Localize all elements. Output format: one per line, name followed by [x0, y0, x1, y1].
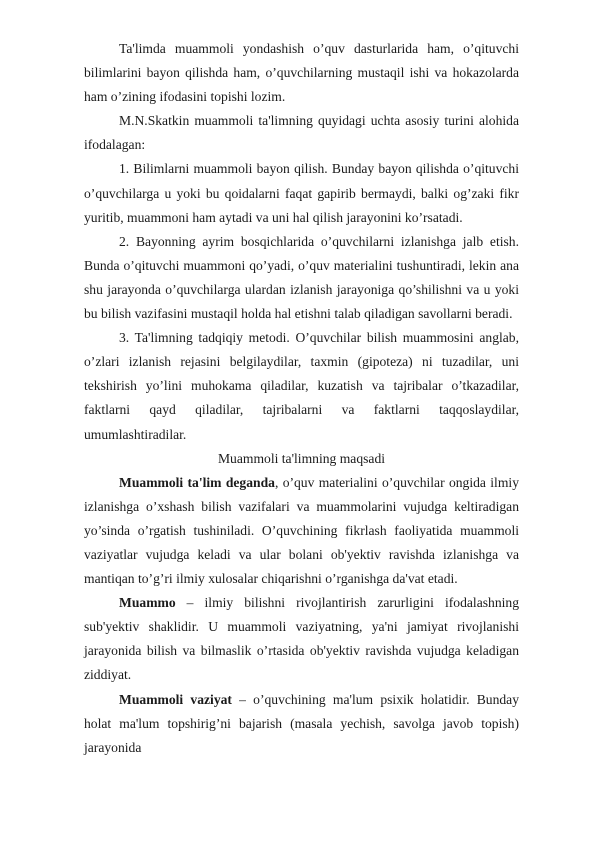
term-muammoli-vaziyat: Muammoli vaziyat	[119, 691, 232, 707]
definition-muammo	[84, 591, 519, 687]
document-page	[84, 37, 519, 760]
definition-text: , o’quv materialini o’quvchilar ongida ilmiy izlanishga o’xshash bilish vazifalari va muammolarini vujudga keltiradigan yo’sinda o’rgatish tushiniladi. O’quvchining fikrlash faoliyatida muammoli vaziyatlar vujudga keladi va ular bolani ob'yektiv ravishda izlanishga va mantiqan to’g’ri ilmiy xulosalar chiqarishni o’rganishga da'vat etadi.	[84, 474, 519, 587]
definition-text: – ilmiy bilishni rivojlantirish zarurligini ifodalashning sub'yektiv shaklidir. U muammoli vaziyatning, ya'ni jamiyat rivojlanishi jarayonida bilish va bilmaslik o’rtasida ob'yektiv ravishda vujudga keladigan ziddiyat.	[84, 595, 519, 683]
list-item-1: 1. Bilimlarni muammoli bayon qilish. Bunday bayon qilishda o’qituvchi o’quvchilarga u yoki bu qoidalarni faqat gapirib bermaydi, balki og’zaki fikr yuritib, muammoni ham aytadi va uni hal qilish jarayonini ko’rsatadi.	[84, 161, 519, 225]
definition-text: – o’quvchining ma'lum psixik holatidir. Bunday holat ma'lum topshirig’ni bajarish (masala yechish, savolga javob topish) jarayonida	[84, 691, 520, 755]
list-item-3: 3. Ta'limning tadqiqiy metodi. O’quvchilar bilish muammosini anglab, o’zlari izlanish rejasini belgilaydilar, taxmin (gipoteza) ni tuzadilar, uni tekshirish yo’lini muhokama qiladilar, kuzatish va tajribalar o’tkazadilar, faktlarni qayd qiladilar, tajribalarni va faktlarni taqqoslaydilar, umumlashtiradilar.	[84, 330, 519, 442]
definition-muammoli-talim	[84, 471, 519, 591]
paragraph-intro: Ta'limda muammoli yondashish o’quv dasturlarida ham, o’qituvchi bilimlarini bayon qilishda ham, o’quvchilarning mustaqil ishi va hokazolarda ham o’zining ifodasini topishi lozim.	[84, 41, 519, 105]
term-muammo: Muammo	[119, 595, 176, 611]
definition-muammoli-vaziyat	[84, 688, 519, 760]
paragraph-skatkin: M.N.Skatkin muammoli ta'limning quyidagi uchta asosiy turini alohida ifodalagan:	[84, 113, 519, 153]
list-item-2: 2. Bayonning ayrim bosqichlarida o’quvchilarni izlanishga jalb etish. Bunda o’qituvchi muammoni qo’yadi, o’quv materialini tushuntiradi, lekin ana shu jarayonda o’quvchilarga ulardan izlanish jarayoniga qo’shilishni va u yoki bu bilish vazifasini mustaqil holda hal etishni talab qiladigan savollarni beradi.	[84, 233, 519, 322]
term-muammoli-talim: Muammoli ta'lim deganda	[119, 474, 275, 490]
section-heading: Muammoli ta'limning maqsadi	[217, 450, 386, 466]
